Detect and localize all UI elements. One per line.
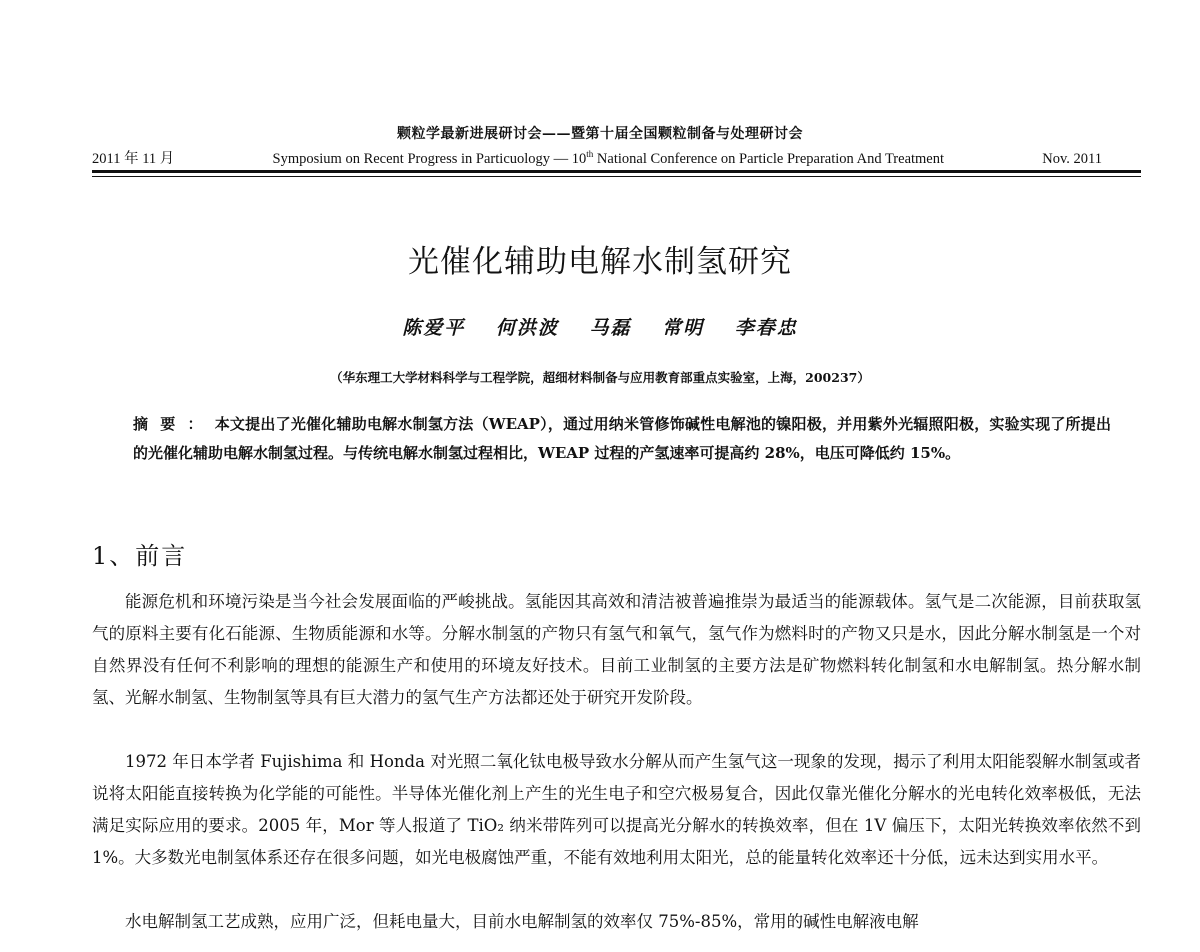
paper-title: 光催化辅助电解水制氢研究 bbox=[408, 244, 792, 280]
conference-title-cn: 颗粒学最新进展研讨会——暨第十届全国颗粒制备与处理研讨会 bbox=[397, 126, 803, 142]
abstract-label: 摘要： bbox=[133, 415, 215, 433]
authors: 陈爱平 何洪波 马磊 常明 李春忠 bbox=[402, 317, 798, 339]
section-heading: 1、前言 bbox=[92, 542, 188, 570]
paragraph: 1972 年日本学者 Fujishima 和 Honda 对光照二氧化钛电极导致水分解从而产生氢气这一现象的发现，揭示了利用太阳能裂解水制氢或者说将太阳能直接转换为化学能的可能性。半导体光催化剂上产生的光生电子和空穴极易复合，因此仅靠光催化分解水的光电转化效率极低，无法满足实际应用的要求。2005 年，Mor 等人报道了 TiO₂ 纳米带阵列可以提高光分解水的转换效率，但在 1V 偏压下，太阳光转换效率依然不到 1%。大多数光电制氢体系还存在很多问题，如光电极腐蚀严重，不能有效地利用太阳光，总的能量转化效率还十分低，远未达到实用水平。 bbox=[92, 752, 1141, 867]
running-header bbox=[92, 147, 1102, 168]
date-cn: 2011 年 11 月 bbox=[92, 151, 175, 167]
abstract-text: 本文提出了光催化辅助电解水制氢方法（WEAP），通过用纳米管修饰碱性电解池的镍阳极，并用紫外光辐照阳极，实验实现了所提出的光催化辅助电解水制氢过程。与传统电解水制氢过程相比，WEAP 过程的产氢速率可提高约 28%，电压可降低约 15%。 bbox=[133, 415, 1111, 462]
date-en: Nov. 2011 bbox=[1042, 151, 1102, 167]
abstract bbox=[133, 410, 1111, 468]
paragraph: 能源危机和环境污染是当今社会发展面临的严峻挑战。氢能因其高效和清洁被普遍推崇为最适当的能源载体。氢气是二次能源，目前获取氢气的原料主要有化石能源、生物质能源和水等。分解水制氢的产物只有氢气和氧气，氢气作为燃料时的产物又只是水，因此分解水制氢是一个对自然界没有任何不利影响的理想的能源生产和使用的环境友好技术。目前工业制氢的主要方法是矿物燃料转化制氢和水电解制氢。热分解水制氢、光解水制氢、生物制氢等具有巨大潜力的氢气生产方法都还处于研究开发阶段。 bbox=[92, 592, 1141, 707]
header-rule-thin bbox=[92, 176, 1141, 177]
affiliation: （华东理工大学材料科学与工程学院，超细材料制备与应用教育部重点实验室，上海，200237） bbox=[330, 370, 870, 385]
paragraph: 水电解制氢工艺成熟，应用广泛，但耗电量大，目前水电解制氢的效率仅 75%-85%，常用的碱性电解液电解 bbox=[125, 912, 919, 931]
conference-title-en: Symposium on Recent Progress in Particuology — 10th National Conference on Particle Preparation And Treatment bbox=[272, 149, 945, 167]
header-rule-thick bbox=[92, 170, 1141, 173]
